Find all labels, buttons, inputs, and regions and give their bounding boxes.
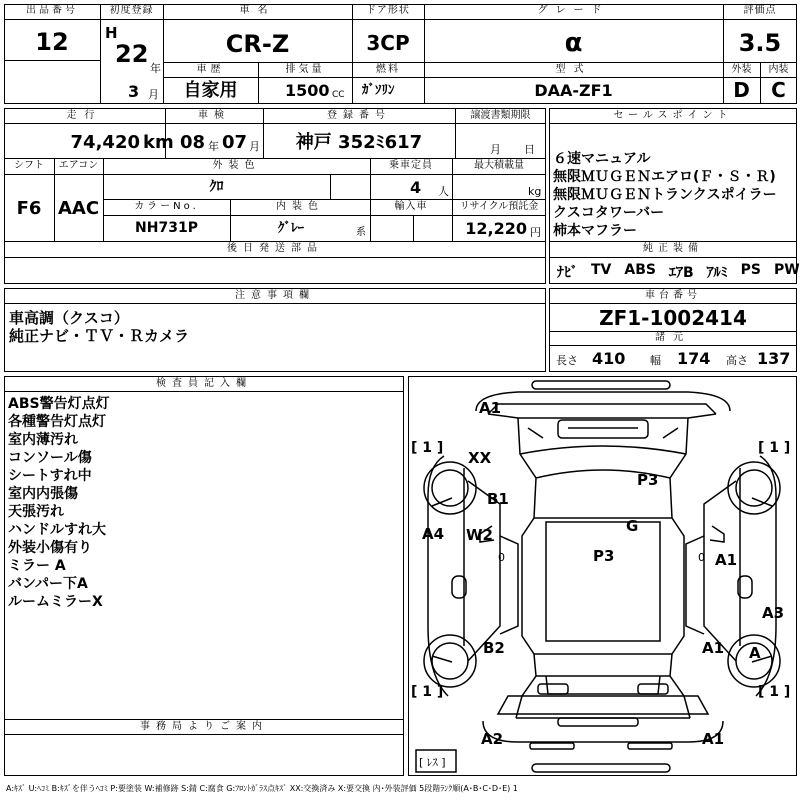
- inspector-note: バンパー下A: [8, 576, 88, 592]
- load-unit: kg: [528, 185, 542, 198]
- width: 174: [677, 349, 711, 368]
- history: 自家用: [183, 80, 238, 101]
- height-label: 高さ: [726, 354, 748, 367]
- capacity: 4: [410, 178, 422, 197]
- capacity-label: 乗車定員: [389, 160, 433, 171]
- reg-label: 登録番号: [327, 110, 391, 121]
- spec-label: 諸元: [655, 332, 691, 343]
- mileage: 74,420: [70, 132, 140, 153]
- color-label: 外装色: [212, 160, 261, 171]
- sales-points-label: セールスポイント: [613, 110, 733, 121]
- damage-roof-front: P3: [637, 471, 659, 489]
- import-label: 輸入車: [394, 201, 428, 212]
- registration-number: 神戸 352ﾐ617: [295, 132, 423, 153]
- chassis-label: 車台番号: [645, 290, 701, 301]
- car-name: CR-Z: [225, 30, 290, 58]
- tire-front-left: [ 1 ]: [411, 440, 444, 456]
- model-label: 型式: [555, 64, 592, 75]
- notes-list: [9, 309, 189, 345]
- capacity-unit: 人: [438, 185, 449, 198]
- inspector-note: ABS警告灯点灯: [8, 396, 110, 412]
- damage-right-door: A1: [715, 551, 738, 569]
- ext-label: 外装: [731, 64, 752, 75]
- exterior-grade: D: [733, 78, 750, 102]
- damage-roof: P3: [593, 547, 615, 565]
- inspector-notes: [8, 395, 110, 611]
- inspector-note: ハンドルすれ大: [8, 522, 106, 538]
- equipment-item: ｱﾙﾐ: [706, 265, 728, 281]
- width-label: 幅: [650, 354, 661, 367]
- era: H: [105, 24, 118, 42]
- first-reg-month: 3: [128, 82, 140, 101]
- shift: F6: [16, 198, 42, 219]
- damage-left-fender: B1: [487, 490, 509, 508]
- sales-point: ６速マニュアル: [553, 151, 651, 167]
- int-label: 内装: [768, 64, 789, 75]
- equipment-item: TV: [591, 262, 612, 278]
- first-reg-label: 初度登録: [109, 5, 154, 16]
- damage-left-rear: B2: [483, 639, 505, 657]
- handle-right: 0: [698, 551, 705, 564]
- damage-right-wheel: A: [749, 644, 761, 662]
- later-parts-label: 後日発送部品: [227, 243, 323, 254]
- car-diagram: [408, 376, 797, 776]
- mileage-label: 走行: [66, 110, 103, 121]
- sales-point: 無限ＭＵＧＥＮエアロ(Ｆ・Ｓ・Ｒ): [553, 169, 776, 185]
- inspector-note: 外装小傷有り: [8, 540, 92, 556]
- air-conditioner: AAC: [57, 198, 100, 219]
- handle-left: 0: [498, 551, 505, 564]
- lot-number: 12: [35, 28, 69, 56]
- ress-mark: [ ﾚｽ ]: [419, 756, 446, 769]
- tire-rear-left: [ 1 ]: [411, 684, 444, 700]
- recycle-label: リサイクル預託金: [459, 201, 539, 212]
- note-line: 車高調（クスコ）: [9, 309, 129, 327]
- inspector-note: 室内薄汚れ: [8, 432, 78, 448]
- length-label: 長さ: [556, 354, 578, 367]
- fuel: ｶﾞｿﾘﾝ: [362, 83, 395, 98]
- yen-unit: 円: [530, 226, 541, 239]
- first-reg-year: 22: [115, 40, 149, 68]
- damage-left-side: A4: [422, 525, 445, 543]
- exterior-color: ｸﾛ: [209, 179, 224, 195]
- cc-unit: CC: [332, 90, 345, 100]
- sales-point: 柿本マフラー: [553, 223, 637, 239]
- inspection-label: 車検: [198, 110, 230, 121]
- office-label: 事務局よりご案内: [140, 721, 268, 732]
- shift-label: シフト: [14, 160, 44, 171]
- load-label: 最大積載量: [474, 160, 524, 171]
- notes-label: 注意事項欄: [235, 290, 315, 301]
- chassis-number: ZF1-1002414: [599, 306, 747, 330]
- damage-rear-left: A2: [481, 730, 504, 748]
- rating-label: 評価点: [743, 5, 777, 16]
- fuel-label: 燃料: [376, 64, 400, 75]
- damage-right-quarter: A1: [702, 639, 725, 657]
- transfer-day: 日: [524, 143, 535, 156]
- km-unit: km: [143, 132, 174, 153]
- transfer-label: 譲渡書類期限: [470, 110, 531, 121]
- damage-hood: XX: [468, 449, 492, 467]
- damage-rear-right: A1: [702, 730, 725, 748]
- damage-right-rear: A3: [762, 604, 785, 622]
- note-line: 純正ナビ・ＴＶ・Ｒカメラ: [9, 327, 190, 345]
- inspector-note: 天張汚れ: [8, 504, 64, 520]
- displacement-label: 排気量: [285, 64, 325, 75]
- interior-grade: C: [771, 78, 786, 102]
- month-unit: 月: [148, 88, 159, 101]
- equipment-item: ABS: [624, 262, 656, 278]
- int-color-label: 内装色: [276, 201, 324, 212]
- interior-color: ｸﾞﾚｰ: [278, 221, 304, 236]
- equipment-item: PW: [774, 262, 800, 278]
- tire-front-right: [ 1 ]: [758, 440, 791, 456]
- damage-left-door: W2: [466, 526, 493, 544]
- inspector-note: コンソール傷: [8, 450, 92, 466]
- history-label: 車歴: [196, 64, 225, 75]
- sales-point: 無限ＭＵＧＥＮトランクスポイラー: [553, 187, 777, 203]
- door-type: 3CP: [366, 31, 410, 55]
- displacement: 1500: [285, 81, 330, 100]
- sales-point: クスコタワーバー: [553, 205, 665, 221]
- inspector-note: 各種警告灯点灯: [8, 414, 106, 430]
- inspector-note: ルームミラーX: [8, 594, 103, 610]
- inspection-month: 07: [222, 132, 248, 153]
- ac-label: エアコン: [58, 160, 99, 171]
- interior-color-suffix: 系: [356, 227, 366, 238]
- length: 410: [592, 349, 626, 368]
- equipment-item: PS: [740, 262, 761, 278]
- inspector-label: 検査員記入欄: [156, 378, 252, 389]
- inspector-note: ミラー A: [8, 558, 66, 574]
- tire-rear-right: [ 1 ]: [758, 684, 791, 700]
- equipment-item: ｴｱB: [668, 265, 694, 281]
- grade-label: グレード: [537, 5, 610, 16]
- height: 137: [757, 349, 791, 368]
- equipment-item: ﾅﾋﾞ: [557, 265, 578, 281]
- sales-points-list: [553, 150, 777, 240]
- color-number: NH731P: [135, 220, 198, 236]
- damage-legend: A:ｷｽﾞ U:ﾍｺﾐ B:ｷｽﾞを伴うﾍｺﾐ P:要塗装 W:補修跡 S:錆 C:腐食 G:ﾌﾛﾝﾄｶﾞﾗｽ点ｷｽﾞ XX:交換済み X:要交換 内･外装評価 5段階ﾗﾝｸ順(A･B･C･D･E) 1: [6, 784, 518, 793]
- color-no-label: カラーNo.: [134, 201, 199, 212]
- equipment-label: 純正装備: [643, 243, 703, 254]
- damage-front-bumper: A1: [479, 399, 502, 417]
- overall-rating: 3.5: [738, 29, 782, 57]
- door-label: ドア形状: [366, 5, 410, 16]
- model: DAA-ZF1: [534, 81, 613, 100]
- inspection-month-unit: 月: [249, 140, 260, 153]
- inspector-note: 室内内張傷: [8, 486, 78, 502]
- year-unit: 年: [150, 62, 161, 75]
- inspection-year-unit: 年: [208, 140, 219, 153]
- lot-label: 出品番号: [26, 5, 78, 16]
- inspection-year: 08: [180, 132, 206, 153]
- equipment-list: [557, 262, 800, 282]
- recycle-fee: 12,220: [465, 219, 527, 238]
- inspector-note: シートすれ中: [8, 468, 92, 484]
- car-name-label: 車名: [239, 5, 276, 16]
- damage-windshield: G: [626, 517, 639, 535]
- transfer-month: 月: [490, 143, 501, 156]
- grade: α: [564, 28, 583, 58]
